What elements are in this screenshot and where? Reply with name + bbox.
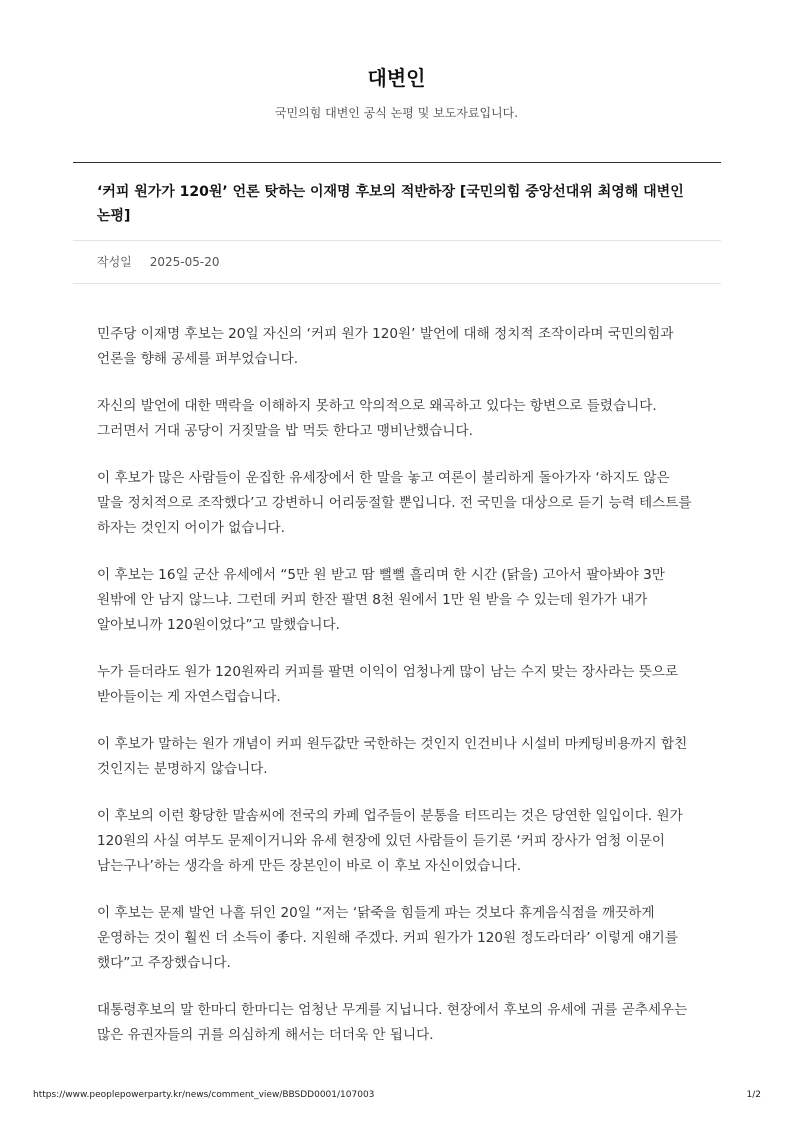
article-paragraph: 이 후보는 문제 발언 나흘 뒤인 20일 “저는 ‘닭죽을 힘들게 파는 것보다 휴게음식점을 깨끗하게 운영하는 것이 훨씬 더 소득이 좋다. 지원해 주겠다. 커피 원가가 120원 정도라더라’ 이렇게 얘기를 했다”고 주장했습니다. bbox=[97, 905, 678, 971]
title-divider bbox=[73, 240, 721, 241]
article-paragraph: 이 후보가 말하는 원가 개념이 커피 원두값만 국한하는 것인지 인건비나 시설비 마케팅비용까지 합친 것인지는 분명하지 않습니다. bbox=[97, 736, 688, 777]
article-paragraph: 이 후보는 16일 군산 유세에서 “5만 원 받고 땀 뻘뻘 흘리며 한 시간 (닭을) 고아서 팔아봐야 3만 원밖에 안 남지 않느냐. 그런데 커피 한잔 팔면 8천 원에서 1만 원 받을 수 있는데 원가가 내가 알아보니까 120원이었다”고 말했습니다. bbox=[97, 567, 665, 633]
article-title: ‘커피 원가가 120원’ 언론 탓하는 이재명 후보의 적반하장 [국민의힘 중앙선대위 최영해 대변인 논평] bbox=[97, 184, 684, 224]
meta-date-value: 2025-05-20 bbox=[149, 255, 220, 269]
article-paragraph: 이 후보가 많은 사람들이 운집한 유세장에서 한 말을 놓고 여론이 불리하게 돌아가자 ‘하지도 않은 말을 정치적으로 조작했다’고 강변하니 어리둥절할 뿐입니다. 전 국민을 대상으로 듣기 능력 테스트를 하자는 것인지 어이가 없습니다. bbox=[97, 470, 692, 536]
site-title: 대변인 bbox=[367, 66, 426, 90]
footer-url: https://www.peoplepowerparty.kr/news/comment_view/BBSDD0001/107003 bbox=[33, 1090, 375, 1100]
meta-date-label: 작성일 bbox=[97, 255, 132, 269]
page-number: 1/2 bbox=[746, 1090, 761, 1100]
article-paragraph: 이 후보의 이런 황당한 말솜씨에 전국의 카페 업주들이 분통을 터뜨리는 것은 당연한 일입이다. 원가 120원의 사실 여부도 문제이거니와 유세 현장에 있던 사람들이 듣기론 ‘커피 장사가 엄청 이문이 남는구나’하는 생각을 하게 만든 장본인이 바로 이 후보 자신이었습니다. bbox=[97, 808, 683, 874]
article-meta bbox=[97, 253, 220, 270]
article-paragraph: 자신의 발언에 대한 맥락을 이해하지 못하고 악의적으로 왜곡하고 있다는 항변으로 들렸습니다. 그러면서 거대 공당이 거짓말을 밥 먹듯 한다고 맹비난했습니다. bbox=[97, 398, 657, 439]
meta-divider bbox=[73, 283, 721, 284]
header-divider bbox=[73, 162, 721, 163]
article-paragraph: 대통령후보의 말 한마디 한마디는 엄청난 무게를 지닙니다. 현장에서 후보의 유세에 귀를 곧추세우는 많은 유권자들의 귀를 의심하게 해서는 더더욱 안 됩니다. bbox=[97, 1002, 688, 1043]
article-paragraph: 누가 듣더라도 원가 120원짜리 커피를 팔면 이익이 엄청나게 많이 남는 수지 맞는 장사라는 뜻으로 받아들이는 게 자연스럽습니다. bbox=[97, 664, 679, 705]
article-paragraph: 민주당 이재명 후보는 20일 자신의 ‘커피 원가 120원’ 발언에 대해 정치적 조작이라며 국민의힘과 언론을 향해 공세를 퍼부었습니다. bbox=[97, 326, 674, 367]
article-body bbox=[97, 322, 697, 1070]
site-subtitle: 국민의힘 대변인 공식 논평 및 보도자료입니다. bbox=[274, 106, 519, 120]
